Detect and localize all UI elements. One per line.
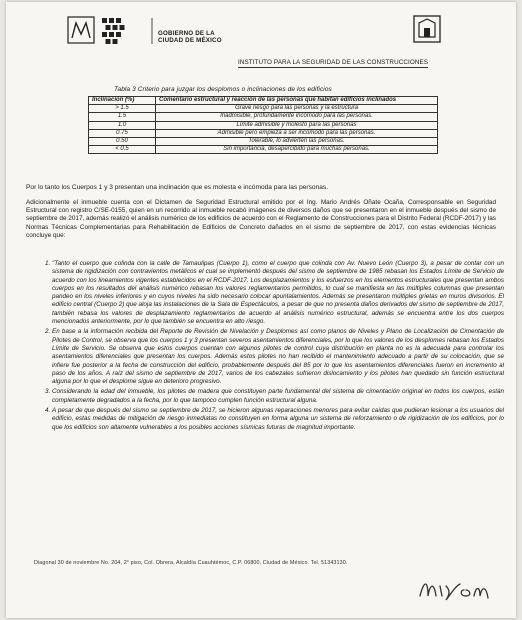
conclusions-list xyxy=(40,260,504,434)
comment-cell: Admisible pero empieza a ser incómodo para las personas. xyxy=(156,129,438,137)
comment-cell: Inadmisible, profundamente incómodo para las personas. xyxy=(156,113,438,121)
column-header-inclination: Inclinación (%) xyxy=(89,97,156,105)
handwritten-initials-icon xyxy=(416,572,496,608)
table-row xyxy=(89,129,438,137)
table-caption: Tabla 3 Criterio para juzgar los desplomos o inclinaciones de los edificios xyxy=(114,86,332,93)
document-page xyxy=(6,2,516,618)
table-row xyxy=(89,138,438,146)
inclination-cell: > 1.5 xyxy=(89,105,156,113)
cdmx-logo-icon xyxy=(66,14,154,48)
table-row xyxy=(89,146,438,154)
letterhead xyxy=(66,14,466,66)
paragraph-dictamen: Adicionalmente el inmueble cuenta con el Dictamen de Seguridad Estructural emitido por el Ing. Mario Andrés Oñate Ocaña, Corresponsable en Seguridad Estructural con registro C/SE-0155, quien en un recorrido al inmueble recabó imágenes de diversos daños que se presentaron en el inmueble después del sismo de septiembre de 2017, además realizó el análisis numérico de los edificios de acuerdo con el Reglamento de Construcciones para el Distrito Federal (RCDF-2017) y las Normas Técnicas Complementarias para Rehabilitación de Edificios de Concreto dañados en el sismo de septiembre de 2017, con estas evidencias técnicas concluye que: xyxy=(26,199,496,239)
inclination-cell: 0.50 xyxy=(89,138,156,146)
inclination-cell: 0.75 xyxy=(89,129,156,137)
inclination-cell: 1.0 xyxy=(89,121,156,129)
inclination-cell: < 0.5 xyxy=(89,146,156,154)
comment-cell: Tolerable, lo advierten las personas. xyxy=(156,138,438,146)
inclination-cell: 1.5 xyxy=(89,113,156,121)
comment-cell: Grave riesgo para las personas y la estructura xyxy=(156,105,438,113)
comment-cell: Sin importancia, desapercibido para muchas personas. xyxy=(156,146,438,154)
list-item: 2. En base a la información recibida del Reporte de Revisión de Nivelación y Desplomes así como planos de Niveles y Plano de Localización de Cimentación de Pilotes de Control, se observa que los cuerpos 1 y 3 presentan severos asentamientos diferenciales, por lo que los valores de los desplomes rebasan los Estados Límite de Servicio. Se observa que estos cuerpos cuentan con algunos pilotes de control cuya distribución en planta no es la adecuada para controlar los asentamientos diferenciales que presentan los cuerpos. Además estos pilotes no han recibido el mantenimiento adecuado a partir de su colocación, que se infiere fue posterior a la fecha de construcción del edificio, probablemente después del 85 por lo que los asentamientos diferenciales fueron en incremento al paso de los años. A raíz del sismo de septiembre de 2017, varios de los cabezales sufrieron dislocamiento y los pilotes han quedado sin función estructural alguna por lo que el desplome sigue en deterioro progresivo. xyxy=(52,328,504,386)
isc-logo-icon xyxy=(412,14,442,44)
institute-name: INSTITUTO PARA LA SEGURIDAD DE LAS CONSTRUCCIONES xyxy=(238,59,429,66)
footer-address: Diagonal 30 de noviembre No. 204, 2° piso, Col. Obrera, Alcaldía Cuauhtémoc, C.P. 06800, Ciudad de México. Tel. 51343130. xyxy=(34,560,348,566)
table-row xyxy=(89,113,438,121)
government-name: GOBIERNO DE LA CIUDAD DE MÉXICO xyxy=(158,30,222,44)
list-item: 3. Considerando la edad del inmueble, los pilotes de madera que constituyen parte fundamental del sistema de cimentación original en todos los cuerpos, están completamente degradados a la fecha, por lo que tampoco cumplen función estructural alguna. xyxy=(52,388,504,405)
comment-cell: Límite admisible y molesto para las personas xyxy=(156,121,438,129)
table-header-row xyxy=(89,97,438,105)
table-row xyxy=(89,105,438,113)
tilt-criteria-table xyxy=(88,96,438,154)
table-row xyxy=(89,121,438,129)
column-header-comment: Comentario estructural y reacción de las personas que habitan edificios inclinados xyxy=(156,97,438,105)
list-item: 1. "Tanto el cuerpo que colinda con la calle de Tamaulipas (Cuerpo 1), como el cuerpo que colinda con Av. Nuevo León (Cuerpo 3), a pesar de contar con un sistema de rigidización con contravientos metálicos el cual se implementó después del sismo de septiembre de 1985 rebasan los Estados Límite de Servicio de acuerdo con los lineamientos vigentes establecidos en el RCDF-2017. Los desplazamientos y los esfuerzos en los elementos estructurales que presentan ambos cuerpos en los resultados del análisis numérico rebasan los valores reglamentarios permitidos, lo cual se manifiesta en las múltiples columnas que presentan pandeo en los niveles inferiores y en cuyos niveles ha sido necesario colocar apuntalamientos. Además se presentaron múltiples grietas en muros divisorios. El edificio central (Cuerpo 2) que aloja las instalaciones de la Sala de Espectáculos, a pesar de que no presenta daños derivados del sismo de septiembre de 2017, también rebasa los valores de desplazamiento reglamentarios de acuerdo al análisis numérico estructural, además se encuentra entre los dos cuerpos mencionados anteriormente, por lo que también se encuentra en alto riesgo. xyxy=(52,260,504,326)
conclusion-sentence: Por lo tanto los Cuerpos 1 y 3 presentan una inclinación que es molesta e incómoda para las personas. xyxy=(26,184,329,191)
list-item: 4. A pesar de que después del sismo se septiembre de 2017, se hicieron algunas reparaciones menores para evitar caídas que pudieran lesionar a los usuarios del edificio, estas medidas de mitigación de riesgo inmediatas no constituyen en forma alguna un sistema de reforzamiento o de rigidización de los edificios, por lo que los edificios son altamente vulnerables a los posibles acciones sísmicas futuras de magnitud importante. xyxy=(52,407,504,432)
